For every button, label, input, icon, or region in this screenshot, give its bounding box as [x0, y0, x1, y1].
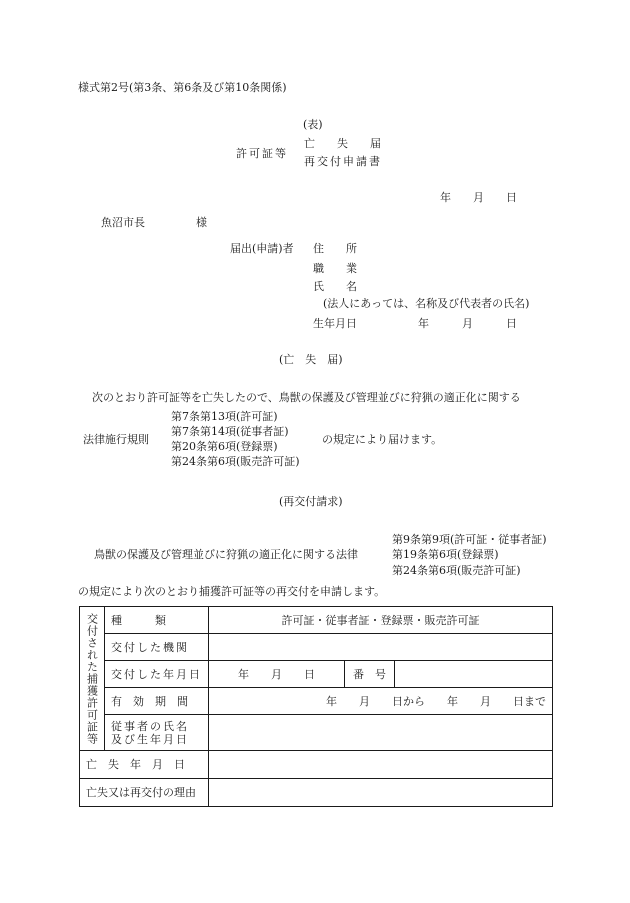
type-value: 許可証・従事者証・登録票・販売許可証 — [209, 607, 553, 634]
worker-label-line-2: 及び生年月日 — [111, 732, 189, 746]
applicant-occupation: 職 業 — [313, 262, 357, 275]
reissue-item: 第9条第9項(許可証・従事者証) — [392, 533, 547, 546]
validity-value: 年 月 日から 年 月 日まで — [209, 688, 553, 715]
reissue-heading: (再交付請求) — [279, 495, 343, 508]
lost-date-value — [209, 751, 553, 779]
loss-item: 第7条第13項(許可証) — [171, 410, 278, 423]
reissue-law-text: 鳥獣の保護及び管理並びに狩猟の適正化に関する法律 — [94, 548, 358, 561]
loss-heading: (亡 失 届) — [279, 353, 343, 366]
addressee-suffix: 様 — [196, 216, 207, 229]
loss-item: 第7条第14項(従事者証) — [171, 425, 289, 438]
side-label: 交付された捕獲許可証等 — [80, 607, 105, 751]
law-label: 法律施行規則 — [83, 433, 149, 446]
birth-label: 生年月日 — [313, 317, 357, 330]
loss-item: 第20条第6項(登録票) — [171, 440, 278, 453]
issuer-value — [209, 634, 553, 661]
worker-label — [105, 715, 209, 751]
reason-label: 亡失又は再交付の理由 — [80, 779, 209, 807]
applicant-label: 届出(申請)者 — [230, 242, 294, 255]
form-title: 様式第2号(第3条、第6条及び第10条関係) — [78, 81, 287, 94]
reason-value — [209, 779, 553, 807]
date-field: 年 月 日 — [440, 191, 517, 204]
loss-item: 第24条第6項(販売許可証) — [171, 455, 300, 468]
number-label: 番 号 — [345, 661, 395, 688]
number-value — [395, 661, 553, 688]
validity-label: 有 効 期 間 — [105, 688, 209, 715]
reissue-item: 第19条第6項(登録票) — [392, 548, 499, 561]
issue-date-value: 年 月 日 — [209, 661, 345, 688]
addressee: 魚沼市長 — [101, 216, 145, 229]
issuer-label: 交付した機関 — [105, 634, 209, 661]
table-row — [80, 715, 553, 751]
table-row — [80, 661, 553, 688]
reissue-item: 第24条第6項(販売許可証) — [392, 564, 521, 577]
corp-note: (法人にあっては、名称及び代表者の氏名) — [323, 297, 530, 310]
reissue-closing: の規定により次のとおり捕獲許可証等の再交付を申請します。 — [78, 585, 386, 598]
lost-date-label: 亡 失 年 月 日 — [80, 751, 209, 779]
loss-suffix: の規定により届けます。 — [322, 433, 443, 446]
front-mark: (表) — [303, 118, 323, 131]
loss-intro: 次のとおり許可証等を亡失したので、鳥獣の保護及び管理並びに狩猟の適正化に関する — [92, 391, 521, 404]
table-row — [80, 688, 553, 715]
type-label: 種 類 — [105, 607, 209, 634]
table-row — [80, 607, 553, 634]
worker-label-line-1: 従事者の氏名 — [111, 719, 189, 733]
applicant-address: 住 所 — [313, 242, 357, 255]
issue-date-label: 交付した年月日 — [105, 661, 209, 688]
worker-value — [209, 715, 553, 751]
title-left: 許可証等 — [236, 147, 288, 160]
table-row — [80, 751, 553, 779]
permit-table — [79, 606, 553, 807]
applicant-name: 氏 名 — [313, 280, 357, 293]
title-bottom: 再交付申請書 — [304, 155, 382, 168]
table-row — [80, 634, 553, 661]
table-row — [80, 779, 553, 807]
birth-date: 年 月 日 — [418, 317, 517, 330]
title-top: 亡 失 届 — [304, 137, 381, 150]
